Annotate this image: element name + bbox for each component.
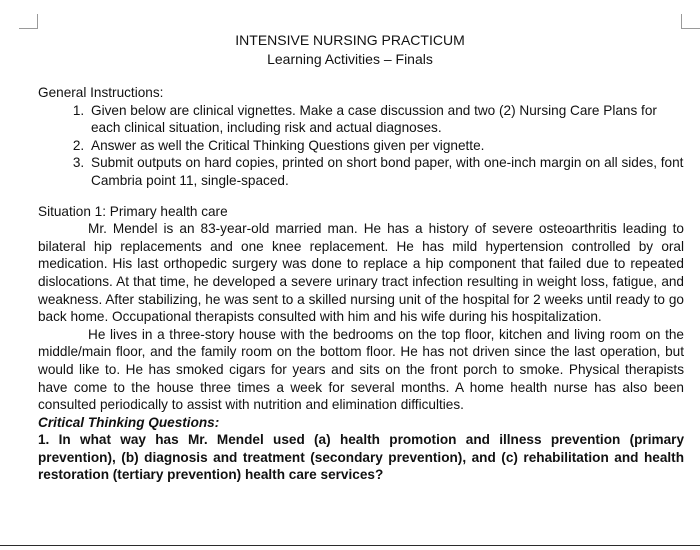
instruction-item-3: 3. Submit outputs on hard copies, printed on short bond paper, with one-inch margin on all sides, font Cambria point 11, single-spaced. bbox=[88, 154, 684, 189]
document-title: INTENSIVE NURSING PRACTICUM bbox=[235, 32, 465, 48]
critical-thinking-question-1: 1. In what way has Mr. Mendel used (a) health promotion and illness prevention (primary prevention), (b) diagnosis and treatment (secondary prevention), and (c) rehabilitation and health restoration (tertiary prevention) health care services? bbox=[38, 432, 684, 483]
document-body bbox=[38, 84, 684, 484]
section-spacer bbox=[38, 190, 684, 203]
crop-mark-top-left bbox=[19, 14, 38, 29]
general-instructions-heading: General Instructions: bbox=[38, 85, 164, 100]
page-bottom-rule bbox=[0, 545, 700, 546]
document-subtitle: Learning Activities – Finals bbox=[267, 51, 433, 67]
situation-paragraph-2: He lives in a three-story house with the bedrooms on the top floor, kitchen and living room on the middle/main floor, and the family room on the bottom floor. He has not driven since the last operation, but would like to. He has smoked cigars for years and sits on the front porch to smoke. Physical therapists have come to the house three times a week for several months. A home health nurse has also been consulted periodically to assist with nutrition and elimination difficulties. bbox=[38, 326, 684, 413]
crop-mark-top-right bbox=[681, 14, 700, 29]
situation-paragraph-1: Mr. Mendel is an 83-year-old married man. He has a history of severe osteoarthritis leading to bilateral hip replacements and one knee replacement. He has mild hypertension controlled by oral medication. His last orthopedic surgery was done to replace a hip component that failed due to repeated dislocations. At that time, he developed a severe urinary tract infection resulting in weight loss, fatigue, and weakness. After stabilizing, he was sent to a skilled nursing unit of the hospital for 2 weeks until ready to go back home. Occupational therapists consulted with him and his wife during his hospitalization. bbox=[38, 221, 684, 325]
situation-heading: Situation 1: Primary health care bbox=[38, 203, 228, 219]
instruction-item-2: 2. Answer as well the Critical Thinking Questions given per vignette. bbox=[88, 137, 684, 155]
instructions-list bbox=[38, 102, 684, 190]
critical-thinking-heading: Critical Thinking Questions: bbox=[38, 414, 220, 430]
title-block bbox=[0, 31, 700, 69]
instruction-item-1: 1. Given below are clinical vignettes. Make a case discussion and two (2) Nursing Care Plans for each clinical situation, including risk and actual diagnoses. bbox=[88, 102, 684, 137]
